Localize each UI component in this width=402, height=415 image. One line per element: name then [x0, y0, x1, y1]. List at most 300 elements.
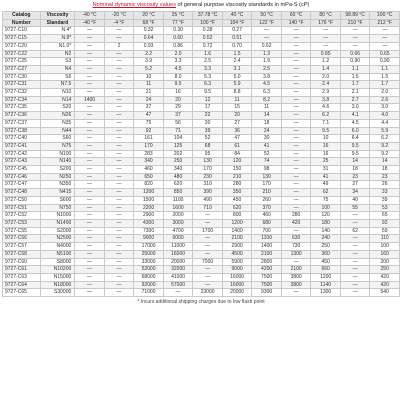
viscosity-value-cell: 1400 [222, 227, 252, 235]
viscosity-value-cell: — [281, 189, 311, 197]
viscosity-standard-cell: N415 [40, 189, 75, 197]
table-row [3, 89, 400, 97]
column-header: 40 °C [222, 12, 252, 20]
viscosity-standard-cell: N.4* [40, 27, 75, 35]
viscosity-value-cell: 1.1 [370, 65, 400, 73]
viscosity-value-cell: — [75, 158, 105, 166]
viscosity-standard-cell: N18000 [40, 281, 75, 289]
viscosity-value-cell: — [104, 96, 134, 104]
catalog-number-cell: 9727-C37 [3, 119, 41, 127]
viscosity-value-cell: 620 [222, 204, 252, 212]
viscosity-value-cell: 700 [252, 227, 282, 235]
viscosity-value-cell: — [281, 158, 311, 166]
viscosity-value-cell: 1.1 [340, 65, 370, 73]
viscosity-value-cell: 170 [193, 166, 223, 174]
viscosity-value-cell: 0.90 [370, 58, 400, 66]
viscosity-value-cell: 1400 [252, 243, 282, 251]
catalog-number-cell: 9727-C31 [3, 81, 41, 89]
viscosity-value-cell: — [104, 73, 134, 81]
viscosity-value-cell: 820 [134, 181, 164, 189]
viscosity-value-cell: 340 [163, 166, 193, 174]
viscosity-value-cell: 5.2 [134, 65, 164, 73]
viscosity-value-cell: — [252, 35, 282, 43]
viscosity-value-cell: 2900 [222, 243, 252, 251]
viscosity-value-cell: — [104, 273, 134, 281]
viscosity-value-cell: — [75, 212, 105, 220]
table-row [3, 289, 400, 297]
table-row [3, 73, 400, 81]
viscosity-value-cell: 1100 [252, 235, 282, 243]
viscosity-value-cell: 370 [252, 204, 282, 212]
viscosity-value-cell: 33000 [134, 258, 164, 266]
viscosity-value-cell: 250 [163, 158, 193, 166]
column-header: 122 °F [252, 19, 282, 27]
viscosity-value-cell: 5.0 [222, 73, 252, 81]
viscosity-value-cell: — [104, 158, 134, 166]
viscosity-value-cell: — [104, 166, 134, 174]
viscosity-value-cell: — [281, 112, 311, 120]
viscosity-value-cell: — [104, 189, 134, 197]
viscosity-value-cell: 2800 [252, 258, 282, 266]
viscosity-value-cell: 92000 [134, 281, 164, 289]
viscosity-value-cell: 1200 [311, 273, 341, 281]
document-title [2, 0, 400, 11]
viscosity-value-cell: — [340, 35, 370, 43]
viscosity-value-cell: — [104, 112, 134, 120]
table-row [3, 135, 400, 143]
viscosity-value-cell: 3.9 [134, 58, 164, 66]
viscosity-value-cell: 25 [311, 158, 341, 166]
viscosity-standard-cell: N44 [40, 127, 75, 135]
viscosity-value-cell: — [75, 89, 105, 97]
viscosity-value-cell: 280 [222, 181, 252, 189]
viscosity-value-cell: 250 [370, 266, 400, 274]
viscosity-value-cell: 800 [222, 212, 252, 220]
viscosity-value-cell: — [281, 227, 311, 235]
viscosity-value-cell: 420 [370, 273, 400, 281]
viscosity-value-cell: — [193, 281, 223, 289]
viscosity-value-cell: 1200 [134, 189, 164, 197]
viscosity-value-cell: — [104, 65, 134, 73]
viscosity-value-cell: 2.0 [370, 89, 400, 97]
viscosity-value-cell: — [104, 119, 134, 127]
viscosity-value-cell: — [311, 27, 341, 35]
viscosity-value-cell: 450 [222, 196, 252, 204]
catalog-number-cell: 9727-C51 [3, 204, 41, 212]
viscosity-value-cell: 4.1 [340, 112, 370, 120]
viscosity-value-cell: 5.3 [193, 73, 223, 81]
viscosity-value-cell: 84 [222, 150, 252, 158]
viscosity-value-cell: 1.5 [340, 73, 370, 81]
viscosity-value-cell: 170 [252, 181, 282, 189]
viscosity-value-cell: 16000 [222, 273, 252, 281]
viscosity-value-cell: 52000 [134, 266, 164, 274]
viscosity-value-cell: 202 [163, 150, 193, 158]
catalog-number-cell: 9727-C20 [3, 42, 41, 50]
viscosity-value-cell: 16 [311, 142, 341, 150]
viscosity-standard-cell: S6 [40, 73, 75, 81]
viscosity-value-cell: 104 [163, 135, 193, 143]
viscosity-standard-cell: N4000 [40, 243, 75, 251]
table-row [3, 227, 400, 235]
catalog-number-cell: 9727-C25 [3, 58, 41, 66]
viscosity-value-cell: — [75, 166, 105, 174]
viscosity-value-cell: 340 [134, 158, 164, 166]
viscosity-value-cell: — [75, 281, 105, 289]
viscosity-value-cell: 41000 [163, 273, 193, 281]
viscosity-value-cell: 6.2 [370, 135, 400, 143]
viscosity-standard-cell: N.8* [40, 35, 75, 43]
viscosity-value-cell: 14 [370, 158, 400, 166]
viscosity-value-cell: 52 [193, 135, 223, 143]
viscosity-value-cell: 4700 [163, 227, 193, 235]
viscosity-value-cell: 17 [193, 104, 223, 112]
viscosity-value-cell: 2.0 [163, 50, 193, 58]
catalog-number-cell: 9727-C43 [3, 158, 41, 166]
viscosity-standard-cell: S8000 [40, 258, 75, 266]
viscosity-value-cell: — [104, 81, 134, 89]
viscosity-value-cell: 1600 [163, 204, 193, 212]
viscosity-value-cell: 33 [370, 189, 400, 197]
viscosity-value-cell: 9.2 [370, 142, 400, 150]
viscosity-value-cell: 160 [370, 250, 400, 258]
viscosity-value-cell: 55 [340, 204, 370, 212]
viscosity-value-cell: 7500 [252, 273, 282, 281]
viscosity-value-cell: — [75, 119, 105, 127]
viscosity-value-cell: 490 [193, 196, 223, 204]
viscosity-value-cell: 10 [134, 73, 164, 81]
viscosity-value-cell: 53 [370, 204, 400, 212]
viscosity-value-cell: — [311, 35, 341, 43]
viscosity-value-cell: 250 [311, 243, 341, 251]
table-row [3, 42, 400, 50]
viscosity-value-cell: — [104, 243, 134, 251]
viscosity-value-cell: — [163, 289, 193, 297]
catalog-number-cell: 9727-C56 [3, 235, 41, 243]
viscosity-standard-cell: N14 [40, 96, 75, 104]
viscosity-value-cell: — [281, 135, 311, 143]
viscosity-value-cell: 2 [104, 42, 134, 50]
viscosity-value-cell: 161 [134, 135, 164, 143]
viscosity-value-cell: — [281, 104, 311, 112]
viscosity-standard-cell: N7.5 [40, 81, 75, 89]
viscosity-value-cell: 20 [222, 112, 252, 120]
viscosity-value-cell: — [281, 119, 311, 127]
viscosity-value-cell: — [252, 27, 282, 35]
viscosity-value-cell: 6.3 [193, 81, 223, 89]
viscosity-value-cell: 65 [370, 212, 400, 220]
viscosity-standard-cell: N35 [40, 119, 75, 127]
viscosity-value-cell: 92 [370, 219, 400, 227]
viscosity-value-cell: 4.5 [163, 65, 193, 73]
viscosity-value-cell: 1.5 [222, 50, 252, 58]
table-row [3, 142, 400, 150]
viscosity-value-cell: 540 [370, 289, 400, 297]
viscosity-value-cell: — [281, 196, 311, 204]
table-row [3, 50, 400, 58]
viscosity-value-cell: 1.9 [252, 58, 282, 66]
viscosity-value-cell: 710 [193, 204, 223, 212]
catalog-number-cell: 9727-C50 [3, 196, 41, 204]
column-header: -40 °F [75, 19, 105, 27]
viscosity-value-cell: — [104, 35, 134, 43]
viscosity-value-cell: 420 [370, 281, 400, 289]
viscosity-value-cell: 3.3 [163, 58, 193, 66]
viscosity-value-cell: 31 [311, 166, 341, 174]
viscosity-value-cell: 9.5 [163, 81, 193, 89]
viscosity-value-cell: — [75, 219, 105, 227]
viscosity-value-cell: 0.93 [134, 42, 164, 50]
column-header: -40 °C [75, 12, 105, 20]
viscosity-value-cell: — [193, 219, 223, 227]
viscosity-value-cell: 34 [340, 189, 370, 197]
viscosity-value-cell: 2100 [281, 266, 311, 274]
viscosity-value-cell: 5900 [222, 258, 252, 266]
viscosity-value-cell: 1.6 [193, 50, 223, 58]
viscosity-standard-cell: N4 [40, 65, 75, 73]
viscosity-value-cell: 850 [163, 189, 193, 197]
viscosity-standard-cell: N75 [40, 142, 75, 150]
viscosity-value-cell: — [104, 89, 134, 97]
viscosity-value-cell: — [281, 58, 311, 66]
viscosity-value-cell: 3.3 [193, 65, 223, 73]
viscosity-value-cell: — [281, 166, 311, 174]
viscosity-value-cell: 210 [222, 173, 252, 181]
viscosity-value-cell: — [370, 27, 400, 35]
viscosity-value-cell: — [193, 250, 223, 258]
viscosity-value-cell: 32000 [163, 266, 193, 274]
viscosity-value-cell: 92 [134, 127, 164, 135]
table-row [3, 166, 400, 174]
viscosity-standard-cell: N1000 [40, 212, 75, 220]
viscosity-value-cell: — [75, 266, 105, 274]
viscosity-value-cell: 0.27 [222, 27, 252, 35]
column-header: 98.89 °C [340, 12, 370, 20]
viscosity-value-cell: 98 [252, 166, 282, 174]
viscosity-value-cell: — [104, 135, 134, 143]
viscosity-value-cell: 29 [163, 104, 193, 112]
viscosity-value-cell: 2.6 [370, 96, 400, 104]
viscosity-value-cell: 3800 [281, 281, 311, 289]
viscosity-value-cell: 39 [370, 196, 400, 204]
viscosity-value-cell: — [75, 227, 105, 235]
viscosity-value-cell: 14 [340, 158, 370, 166]
table-row [3, 173, 400, 181]
viscosity-value-cell: 47 [134, 112, 164, 120]
table-row [3, 204, 400, 212]
viscosity-value-cell: — [104, 104, 134, 112]
catalog-number-cell: 9727-C40 [3, 135, 41, 143]
catalog-number-cell: 9727-C22 [3, 50, 41, 58]
table-header [3, 12, 400, 27]
viscosity-value-cell: — [75, 135, 105, 143]
column-header: -4 °F [104, 19, 134, 27]
viscosity-value-cell: 15 [222, 104, 252, 112]
viscosity-value-cell: — [340, 243, 370, 251]
column-header: 37.78 °C [193, 12, 223, 20]
viscosity-value-cell: 0.60 [163, 35, 193, 43]
viscosity-value-cell: 11 [222, 96, 252, 104]
viscosity-value-cell: — [75, 50, 105, 58]
viscosity-value-cell: — [370, 42, 400, 50]
viscosity-standard-cell: S600 [40, 196, 75, 204]
viscosity-value-cell: 71 [163, 127, 193, 135]
viscosity-value-cell: 16 [163, 89, 193, 97]
table-row [3, 243, 400, 251]
viscosity-value-cell: 100 [311, 204, 341, 212]
catalog-number-cell: 9727-C60 [3, 258, 41, 266]
viscosity-value-cell: 630 [281, 235, 311, 243]
catalog-number-cell: 9727-C36 [3, 112, 41, 120]
viscosity-value-cell: — [104, 289, 134, 297]
catalog-number-cell: 9727-C45 [3, 166, 41, 174]
table-row [3, 158, 400, 166]
viscosity-value-cell: 8.2 [252, 96, 282, 104]
catalog-number-cell: 9727-C58 [3, 250, 41, 258]
viscosity-value-cell: — [104, 173, 134, 181]
viscosity-value-cell: 20000 [163, 258, 193, 266]
catalog-number-cell: 9727-C41 [3, 142, 41, 150]
viscosity-value-cell: 17000 [134, 243, 164, 251]
table-row [3, 250, 400, 258]
viscosity-value-cell: — [104, 142, 134, 150]
table-row [3, 266, 400, 274]
viscosity-value-cell: 283 [134, 150, 164, 158]
viscosity-value-cell: 3.8 [311, 96, 341, 104]
viscosity-standard-cell: N1400 [40, 219, 75, 227]
catalog-number-cell: 9727-C61 [3, 266, 41, 274]
viscosity-value-cell: — [193, 266, 223, 274]
viscosity-value-cell: 2100 [222, 235, 252, 243]
nominal-viscosity-link[interactable]: Nominal dynamic viscosity values [92, 2, 176, 8]
viscosity-value-cell: 1300 [281, 250, 311, 258]
viscosity-value-cell: 16000 [222, 281, 252, 289]
viscosity-standard-cell: N1.0* [40, 42, 75, 50]
viscosity-value-cell: — [104, 281, 134, 289]
viscosity-value-cell: — [281, 204, 311, 212]
catalog-number-cell: 9727-C52 [3, 212, 41, 220]
viscosity-value-cell: 11000 [163, 243, 193, 251]
viscosity-value-cell: 1.5 [370, 73, 400, 81]
viscosity-value-cell: 1300 [311, 289, 341, 297]
viscosity-value-cell: — [340, 266, 370, 274]
table-row [3, 96, 400, 104]
viscosity-value-cell: — [75, 204, 105, 212]
viscosity-value-cell: 9.2 [370, 150, 400, 158]
viscosity-value-cell: 75 [311, 196, 341, 204]
viscosity-standard-cell: N10200 [40, 266, 75, 274]
catalog-number-cell: 9727-C34 [3, 96, 41, 104]
catalog-number-cell: 9727-C32 [3, 89, 41, 97]
viscosity-value-cell: 1100 [163, 196, 193, 204]
viscosity-value-cell: 1140 [311, 281, 341, 289]
viscosity-value-cell: 30 [252, 135, 282, 143]
viscosity-value-cell: 390 [193, 189, 223, 197]
viscosity-value-cell: 0.65 [370, 50, 400, 58]
column-header: 68 °F [134, 19, 164, 27]
viscosity-value-cell: — [104, 204, 134, 212]
viscosity-standard-cell: S200 [40, 166, 75, 174]
column-header: -20 °C [104, 12, 134, 20]
viscosity-value-cell: 2200 [134, 204, 164, 212]
catalog-number-cell: 9727-C47 [3, 181, 41, 189]
viscosity-value-cell: 6.0 [340, 127, 370, 135]
viscosity-value-cell: — [104, 58, 134, 66]
viscosity-value-cell: 49 [311, 181, 341, 189]
viscosity-value-cell: 56 [163, 119, 193, 127]
viscosity-value-cell: — [340, 212, 370, 220]
viscosity-value-cell: 6.3 [252, 89, 282, 97]
viscosity-value-cell: 0.70 [222, 42, 252, 50]
viscosity-value-cell: — [340, 27, 370, 35]
viscosity-value-cell: 230 [193, 173, 223, 181]
viscosity-value-cell: 7300 [134, 227, 164, 235]
viscosity-value-cell: — [75, 58, 105, 66]
viscosity-value-cell: 4300 [134, 219, 164, 227]
viscosity-value-cell: — [75, 273, 105, 281]
viscosity-value-cell: 61 [222, 142, 252, 150]
viscosity-value-cell: 120 [311, 212, 341, 220]
column-header: 25 °C [163, 12, 193, 20]
viscosity-value-cell: — [311, 42, 341, 50]
catalog-number-cell: 9727-C35 [3, 104, 41, 112]
viscosity-value-cell: 24 [252, 127, 282, 135]
viscosity-value-cell: — [340, 250, 370, 258]
viscosity-value-cell: — [340, 289, 370, 297]
viscosity-value-cell: 68000 [134, 273, 164, 281]
catalog-number-cell: 9727-C42 [3, 150, 41, 158]
viscosity-value-cell: — [104, 127, 134, 135]
column-header: Number [3, 19, 41, 27]
viscosity-value-cell: 450 [311, 258, 341, 266]
viscosity-value-cell: 1.4 [311, 65, 341, 73]
column-header: 210 °F [340, 19, 370, 27]
viscosity-standard-cell: N10 [40, 89, 75, 97]
title-rest-text: of general purpose viscosity standards in mPa-S (cP) [175, 2, 310, 8]
viscosity-value-cell: 620 [163, 181, 193, 189]
viscosity-standard-cell: N5100 [40, 250, 75, 258]
viscosity-value-cell: — [75, 81, 105, 89]
viscosity-value-cell: 0.62 [252, 42, 282, 50]
table-row [3, 212, 400, 220]
viscosity-standard-cell: N750 [40, 204, 75, 212]
viscosity-value-cell: — [281, 173, 311, 181]
table-row [3, 281, 400, 289]
viscosity-value-cell: 40 [340, 196, 370, 204]
viscosity-value-cell: 1.2 [311, 58, 341, 66]
viscosity-value-cell: 7500 [252, 281, 282, 289]
table-row [3, 65, 400, 73]
viscosity-value-cell: 3.0 [370, 104, 400, 112]
viscosity-value-cell: 0.64 [134, 35, 164, 43]
viscosity-standard-cell: S20 [40, 104, 75, 112]
viscosity-value-cell: — [75, 73, 105, 81]
column-header: 20 °C [134, 12, 164, 20]
viscosity-value-cell: 0.85 [311, 50, 341, 58]
viscosity-value-cell: 3.1 [222, 65, 252, 73]
viscosity-standard-cell: N26 [40, 112, 75, 120]
viscosity-value-cell: — [281, 181, 311, 189]
column-header: Standard [40, 19, 75, 27]
viscosity-value-cell: 130 [252, 173, 282, 181]
header-row-fahrenheit [3, 19, 400, 27]
viscosity-value-cell: 24 [134, 96, 164, 104]
viscosity-value-cell: 730 [281, 243, 311, 251]
table-row [3, 81, 400, 89]
viscosity-value-cell: 12 [193, 96, 223, 104]
viscosity-value-cell: — [104, 250, 134, 258]
viscosity-value-cell: 6.2 [311, 112, 341, 120]
